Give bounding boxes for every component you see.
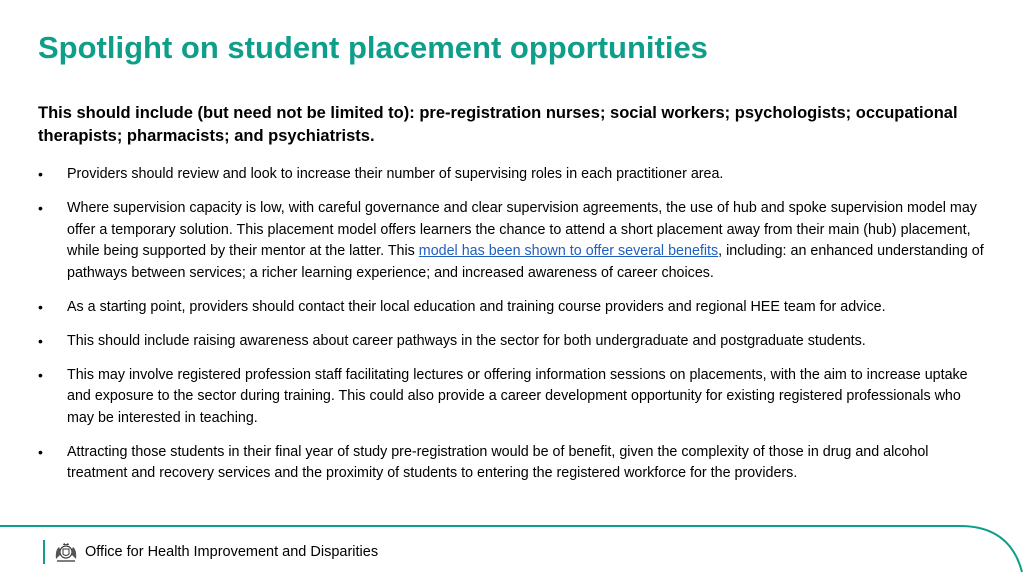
bullet-text: This should include raising awareness about career pathways in the sector for both undergraduate and postgraduate students. xyxy=(67,332,866,349)
bullet-text: As a starting point, providers should contact their local education and training course providers and regional HEE team for advice. xyxy=(67,298,886,315)
list-item xyxy=(38,331,988,353)
footer-accent-bar xyxy=(43,540,45,564)
bullet-text-after-link: , including: an enhanced understanding of pathways between services; a richer learning experience; and increased awareness of career choices. xyxy=(67,243,984,281)
bullet-text: Attracting those students in their final year of study pre-registration would be of benefit, given the complexity of those in drug and alcohol treatment and recovery services and the proximity of students to entering the registered workforce for the providers. xyxy=(67,443,929,481)
list-item xyxy=(38,297,988,319)
bullet-icon: • xyxy=(38,366,43,383)
bullet-icon: • xyxy=(38,166,43,182)
page-title: Spotlight on student placement opportunities xyxy=(38,30,708,65)
bullet-list xyxy=(38,164,988,497)
bullet-icon: • xyxy=(38,443,43,460)
list-item xyxy=(38,442,988,485)
org-name: Office for Health Improvement and Disparities xyxy=(85,544,379,560)
bullet-text-before-link: Where supervision capacity is low, with careful governance and clear supervision agreements, the use of hub and spoke supervision model may offer a temporary solution. This placement model offers learners the chance to attend a short placement away from their main (hub) placement, while being supported by their mentor at the latter. This xyxy=(67,200,977,259)
list-item xyxy=(38,198,988,284)
benefits-link[interactable]: model has been shown to offer several benefits xyxy=(418,243,719,259)
list-item xyxy=(38,365,988,430)
royal-crest-icon xyxy=(53,541,79,563)
bullet-icon: • xyxy=(38,200,43,216)
intro-paragraph: This should include (but need not be limited to): pre-registration nurses; social workers; psychologists; occupational therapists; pharmacists; and psychiatrists. xyxy=(38,104,958,145)
bullet-icon: • xyxy=(38,298,43,315)
footer-logo xyxy=(43,540,378,564)
bullet-text: Providers should review and look to increase their number of supervising roles in each practitioner area. xyxy=(67,166,724,182)
bullet-icon: • xyxy=(38,332,43,349)
bullet-text: This may involve registered profession staff facilitating lectures or offering information sessions on placements, with the aim to increase uptake and exposure to the sector during training. This could also provide a career development opportunity for existing registered professionals who may be interested in teaching. xyxy=(67,366,968,426)
list-item xyxy=(38,164,988,186)
